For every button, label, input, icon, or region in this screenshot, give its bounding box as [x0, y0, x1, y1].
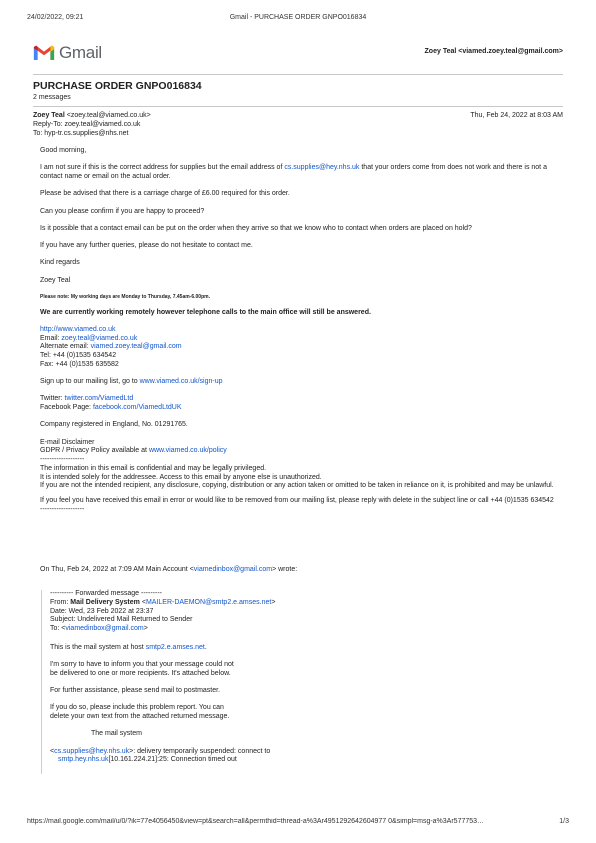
- divider: [33, 106, 563, 107]
- forwarded-message: [41, 590, 550, 774]
- email-link[interactable]: zoey.teal@viamed.co.uk: [61, 334, 138, 342]
- message-header: [33, 112, 563, 138]
- social-links: Twitter: twitter.com/ViamedLtd Facebook Page: facebook.com/ViamedLtdUK: [40, 395, 182, 411]
- body-paragraph: Is it possible that a contact email can be put on the order when they arrive so that we know who to contact when orders are placed on hold?: [40, 224, 472, 232]
- bounce-paragraph: If you do so, please include this problem report. You can delete your own text from the attached returned message.: [50, 704, 230, 720]
- reply-to: Reply-To: zoey.teal@viamed.co.uk: [33, 120, 141, 128]
- contact-block: http://www.viamed.co.uk Email: zoey.teal@viamed.co.uk Alternate email: viamed.zoey.teal@gmail.com Tel: +44 (0)1535 634542 Fax: +44 (0)1535 635582: [40, 325, 182, 368]
- thread-subject: PURCHASE ORDER GNPO016834: [33, 80, 202, 92]
- body-paragraph: If you have any further queries, please do not hesitate to contact me.: [40, 242, 253, 249]
- page-number: 1/3: [559, 818, 569, 825]
- greeting: Good morning,: [40, 147, 87, 154]
- website-link[interactable]: http://www.viamed.co.uk: [40, 325, 116, 333]
- signup-link[interactable]: www.viamed.co.uk/sign-up: [139, 378, 223, 385]
- email-link[interactable]: viamedinbox@gmail.com: [193, 566, 273, 573]
- print-title: Gmail - PURCHASE ORDER GNPO016834: [229, 14, 367, 21]
- host-link[interactable]: smtp.hey.nhs.uk: [58, 756, 109, 764]
- bounce-error: <cs.supplies@hey.nhs.uk>: delivery temporarily suspended: connect to smtp.hey.nhs.uk[10.161.224.21]:25: Connection timed out: [50, 747, 271, 764]
- disclaimer-block: E-mail Disclaimer GDPR / Privacy Policy available at www.viamed.co.uk/policy ------------------- The information in this email is confidential and may be legally privileged. It is intended solely for the addressee. Access to this email by anyone else is unauthorized. If you are not the intended recipient, any disclosure, copying, distribution or any action taken or omitted to be taken in reliance on it, is prohibited and may be unlawful.: [40, 438, 554, 490]
- account-label: Zoey Teal <viamed.zoey.teal@gmail.com>: [424, 48, 563, 55]
- policy-link[interactable]: www.viamed.co.uk/policy: [148, 447, 227, 455]
- print-date: 24/02/2022, 09:21: [27, 14, 84, 21]
- host-link[interactable]: smtp2.e.amses.net: [145, 643, 205, 651]
- recipient: To: hyp-tr.cs.supplies@nhs.net: [33, 129, 129, 137]
- signature-name: Zoey Teal: [40, 276, 71, 284]
- sender-name: Zoey Teal: [33, 112, 65, 119]
- gmail-logo-text: Gmail: [59, 43, 102, 62]
- bounce-paragraph: For further assistance, please send mail to postmaster.: [50, 687, 221, 694]
- working-days-note: Please note: My working days are Monday to Thursday, 7.45am-6.00pm.: [40, 293, 210, 300]
- closing: Kind regards: [40, 259, 80, 267]
- phone: Tel: +44 (0)1535 634542: [40, 352, 117, 359]
- fax: Fax: +44 (0)1535 635582: [40, 360, 119, 368]
- forward-sender: Mail Delivery System: [70, 598, 140, 606]
- gmail-logo[interactable]: [33, 42, 102, 63]
- twitter-link[interactable]: twitter.com/ViamedLtd: [64, 395, 134, 403]
- email-link[interactable]: cs.supplies@hey.nhs.uk: [284, 164, 360, 172]
- message-date: Thu, Feb 24, 2022 at 8:03 AM: [470, 112, 563, 119]
- email-link[interactable]: cs.supplies@hey.nhs.uk: [54, 747, 130, 755]
- divider: [33, 74, 563, 75]
- email-link[interactable]: viamedinbox@gmail.com: [65, 625, 144, 632]
- sender-email: <zoey.teal@viamed.co.uk>: [66, 112, 151, 119]
- company-registration: Company registered in England, No. 01291765.: [40, 421, 188, 429]
- bounce-line: This is the mail system at host smtp2.e.amses.net.: [50, 643, 207, 651]
- quote-intro: On Thu, Feb 24, 2022 at 7:09 AM Main Account <viamedinbox@gmail.com> wrote:: [40, 566, 298, 573]
- mail-system-label: The mail system: [91, 730, 142, 738]
- gmail-envelope-icon: [33, 44, 55, 61]
- email-link[interactable]: MAILER-DAEMON@smtp2.e.amses.net: [145, 598, 272, 606]
- body-paragraph: Can you please confirm if you are happy to proceed?: [40, 207, 205, 215]
- print-url: https://mail.google.com/mail/u/0/?ik=77e4056450&view=pt&search=all&permthid=thread-a%3Ar4951292642604977 0&simpl=msg-a%3Ar577753…: [27, 818, 485, 825]
- message-body: [40, 147, 560, 515]
- disclaimer-removal: If you feel you have received this email in error or would like to be removed from our mailing list, please reply with delete in the subject line or call +44 (0)1535 634542 -------------------: [40, 497, 554, 513]
- body-paragraph: I am not sure if this is the correct address for supplies but the email address of cs.supplies@hey.nhs.uk that your orders come from does not work and there is not a contact name or email on the actual order.: [40, 164, 547, 180]
- alt-email-link[interactable]: viamed.zoey.teal@gmail.com: [90, 343, 182, 351]
- message-count: 2 messages: [33, 94, 71, 101]
- body-paragraph: Please be advised that there is a carriage charge of £6.00 required for this order.: [40, 190, 290, 198]
- facebook-link[interactable]: facebook.com/ViamedLtdUK: [92, 404, 182, 411]
- remote-notice: We are currently working remotely however telephone calls to the main office will still be answered.: [40, 308, 371, 316]
- forwarded-header: ---------- Forwarded message --------- From: Mail Delivery System <MAILER-DAEMON@smtp2.e.amses.net> Date: Wed, 23 Feb 2022 at 23:37 Subject: Undelivered Mail Returned to Sender To: <viamedinbox@gmail.com>: [50, 590, 276, 632]
- bounce-paragraph: I'm sorry to have to inform you that your message could not be delivered to one or more recipients. It's attached below.: [50, 661, 234, 677]
- mailing-list: Sign up to our mailing list, go to www.viamed.co.uk/sign-up: [40, 378, 223, 385]
